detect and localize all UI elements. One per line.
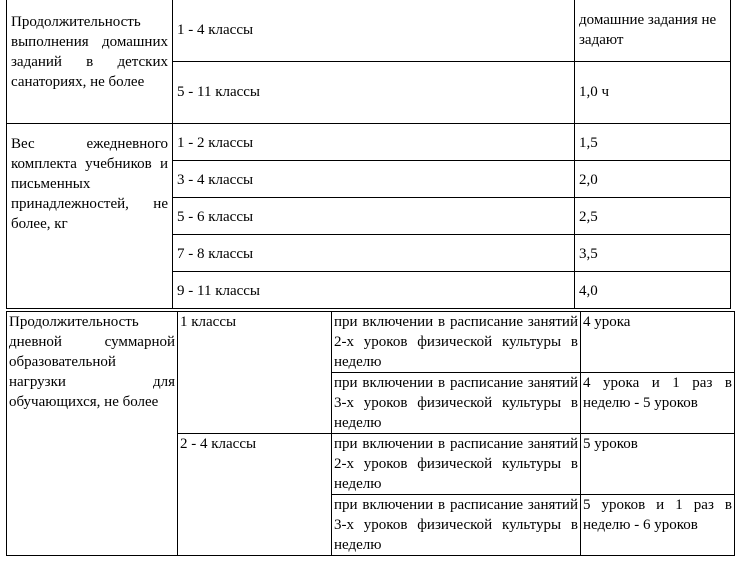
value-cell bbox=[575, 124, 731, 161]
lessons-value: 5 уроков bbox=[583, 436, 638, 452]
weight-value: 2,5 bbox=[579, 209, 598, 225]
weight-label: Вес ежедневного комплекта учебников и письменных принадлежностей, не более, кг bbox=[11, 136, 168, 232]
norms-table-bottom bbox=[6, 311, 735, 556]
weight-value: 2,0 bbox=[579, 172, 598, 188]
value-cell bbox=[575, 62, 731, 124]
weight-value: 1,5 bbox=[579, 135, 598, 151]
grade-cell bbox=[173, 235, 575, 272]
grade-label: 3 - 4 классы bbox=[177, 172, 254, 188]
homework-value: домашние задания не задают bbox=[579, 12, 717, 48]
table-row bbox=[7, 312, 735, 373]
grade-cell bbox=[173, 62, 575, 124]
weight-value: 4,0 bbox=[579, 283, 598, 299]
grade-label: 9 - 11 классы bbox=[177, 283, 261, 299]
value-cell bbox=[575, 161, 731, 198]
grade-label: 7 - 8 классы bbox=[177, 246, 254, 262]
table-row bbox=[7, 124, 731, 161]
table-row bbox=[7, 0, 731, 62]
condition-text: при включении в расписание занятий 2-х уроков физической культуры в неделю bbox=[334, 436, 578, 492]
condition-text: при включении в расписание занятий 3-х уроков физической культуры в неделю bbox=[334, 375, 578, 431]
value-cell bbox=[575, 235, 731, 272]
condition-cell bbox=[332, 434, 581, 495]
value-cell bbox=[575, 0, 731, 62]
load-label: Продолжительность дневной суммарной образовательной нагрузки для обучающихся, не более bbox=[9, 314, 175, 410]
value-cell bbox=[575, 272, 731, 309]
grade-label: 1 - 4 классы bbox=[177, 22, 254, 38]
value-cell bbox=[581, 495, 735, 556]
condition-text: при включении в расписание занятий 2-х уроков физической культуры в неделю bbox=[334, 314, 578, 370]
value-cell bbox=[581, 373, 735, 434]
grade-cell bbox=[173, 0, 575, 62]
grade-cell bbox=[173, 161, 575, 198]
grade-cell bbox=[178, 434, 332, 556]
condition-text: при включении в расписание занятий 3-х уроков физической культуры в неделю bbox=[334, 497, 578, 553]
value-cell bbox=[581, 434, 735, 495]
value-cell bbox=[575, 198, 731, 235]
grade-label: 2 - 4 классы bbox=[180, 436, 257, 452]
grade-cell bbox=[173, 198, 575, 235]
grade-cell bbox=[178, 312, 332, 434]
lessons-value: 5 уроков и 1 раз в неделю - 6 уроков bbox=[583, 497, 732, 533]
weight-label-cell bbox=[7, 124, 173, 309]
condition-cell bbox=[332, 495, 581, 556]
condition-cell bbox=[332, 312, 581, 373]
lessons-value: 4 урока и 1 раз в неделю - 5 уроков bbox=[583, 375, 732, 411]
homework-label-cell bbox=[7, 0, 173, 124]
homework-value: 1,0 ч bbox=[579, 84, 610, 100]
grade-cell bbox=[173, 272, 575, 309]
value-cell bbox=[581, 312, 735, 373]
grade-label: 5 - 6 классы bbox=[177, 209, 254, 225]
grade-label: 1 классы bbox=[180, 314, 237, 330]
norms-table-top bbox=[6, 0, 731, 309]
grade-cell bbox=[173, 124, 575, 161]
homework-label: Продолжительность выполнения домашних заданий в детских санаториях, не более bbox=[11, 14, 168, 90]
load-label-cell bbox=[7, 312, 178, 556]
lessons-value: 4 урока bbox=[583, 314, 631, 330]
condition-cell bbox=[332, 373, 581, 434]
grade-label: 1 - 2 классы bbox=[177, 135, 254, 151]
grade-label: 5 - 11 классы bbox=[177, 84, 261, 100]
weight-value: 3,5 bbox=[579, 246, 598, 262]
